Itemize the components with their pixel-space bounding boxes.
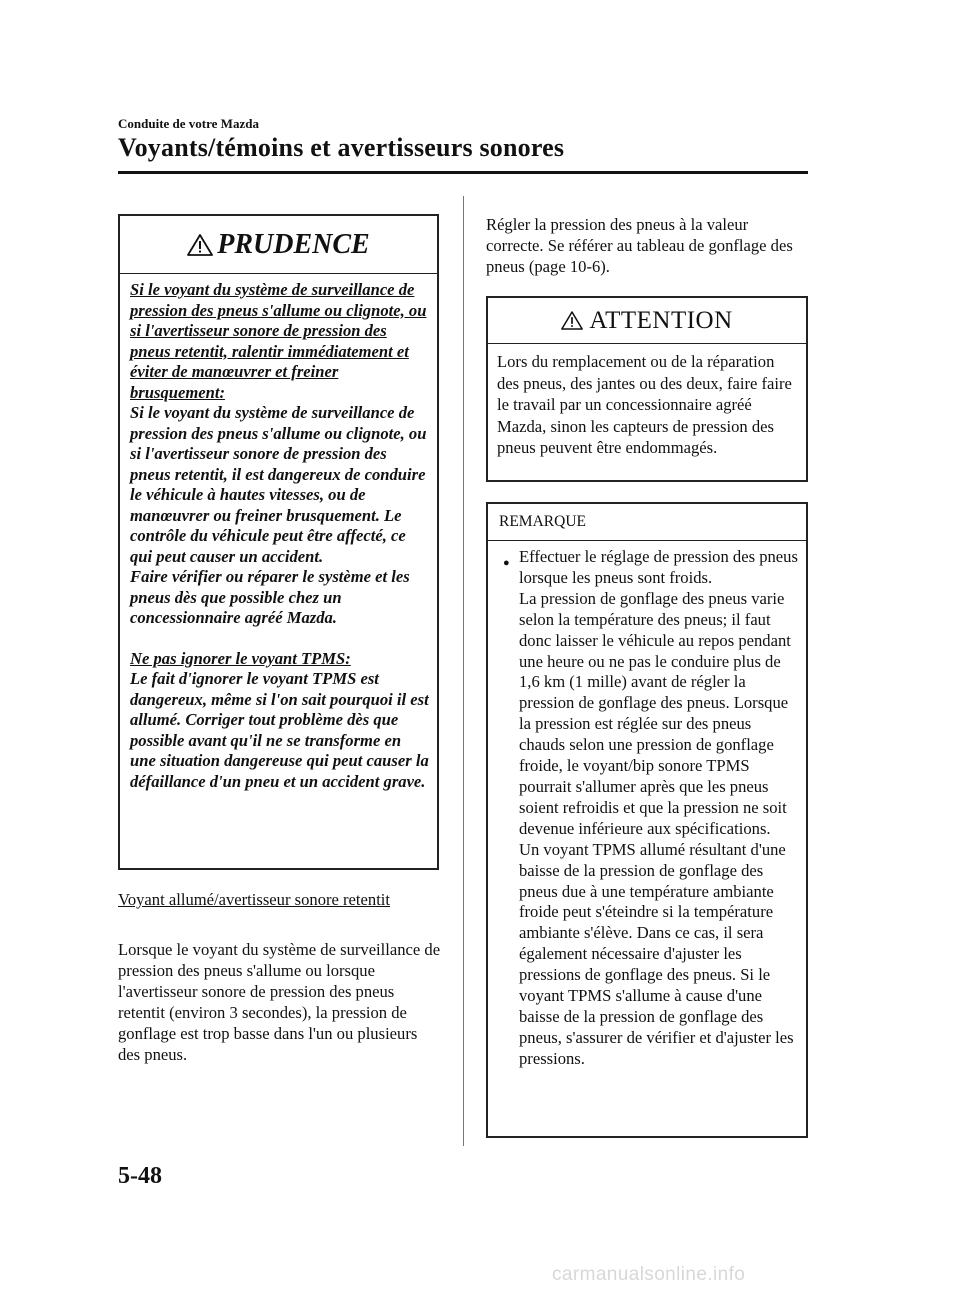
attention-box-header xyxy=(488,298,806,344)
watermark: carmanualsonline.info xyxy=(552,1264,746,1285)
caution-text-3: Le fait d'ignorer le voyant TPMS est dangereux, même si l'on sait pourquoi il est allumé. Corriger tout problème dès que possible avant qu'il ne se transforme en une situation dangereuse qui peut causer la défaillance d'un pneu et un accident grave. xyxy=(130,669,429,791)
header-rule xyxy=(118,171,808,174)
page-number: 5-48 xyxy=(118,1163,162,1189)
warning-triangle-icon xyxy=(187,233,213,257)
section-subheading: Voyant allumé/avertisseur sonore retentit xyxy=(118,890,391,909)
caution-title: PRUDENCE xyxy=(217,228,370,260)
warning-triangle-icon xyxy=(561,310,583,331)
note-body xyxy=(488,541,806,1070)
attention-body: Lors du remplacement ou de la réparation des pneus, des jantes ou des deux, faire faire le travail par un concessionnaire agréé Mazda, sinon les capteurs de pression des pneus peuvent être endommagés. xyxy=(497,352,792,457)
note-text-1: Effectuer le réglage de pression des pneus lorsque les pneus sont froids. xyxy=(519,547,798,587)
caution-text-2: Faire vérifier ou réparer le système et les pneus dès que possible chez un concessionnaire agréé Mazda. xyxy=(130,567,410,627)
attention-box xyxy=(486,296,808,482)
caution-heading-1: Si le voyant du système de surveillance de pression des pneus s'allume ou clignote, ou si l'avertisseur sonore de pression des pneus retentit, ralentir immédiatement et éviter de manœuvrer et freiner brusquement: xyxy=(130,280,427,402)
page-title: Voyants/témoins et avertisseurs sonores xyxy=(118,133,565,162)
caution-box xyxy=(118,214,439,870)
note-text-3: Un voyant TPMS allumé résultant d'une baisse de la pression de gonflage des pneus due à une température ambiante froide peut s'éteindre si la température ambiante s'élève. Dans ce cas, il sera également nécessaire d'ajuster les pressions de gonflage des pneus. Si le voyant TPMS s'allume à cause d'une baisse de la pression de gonflage des pneus, s'assurer de vérifier et d'ajuster les pressions. xyxy=(519,839,794,1068)
caution-box-header xyxy=(120,216,437,274)
caution-heading-2: Ne pas ignorer le voyant TPMS: xyxy=(130,648,351,668)
bullet-icon: ● xyxy=(503,557,510,569)
note-box xyxy=(486,502,808,1138)
caution-text-1: Si le voyant du système de surveillance de pression des pneus s'allume ou clignote, ou si l'avertisseur sonore de pression des pneus retentit, il est dangereux de conduire le véhicule à hautes vitesses, ou de manœuvrer ou freiner brusquement. Le contrôle du véhicule peut être affecté, ce qui peut causer un accident. xyxy=(130,403,427,566)
note-text-2: La pression de gonflage des pneus varie selon la température des pneus; il faut donc laisser le véhicule au repos pendant une heure ou ne pas le conduire plus de 1,6 km (1 mille) avant de régler la pression de gonflage des pneus. Lorsque la pression est réglée sur des pneus chauds selon une pression de gonflage froide, le voyant/bip sonore TPMS pourrait s'allumer après que les pneus soient refroidis et que la pression ne soit devenue inférieure aux spécifications. xyxy=(519,588,791,838)
caution-body xyxy=(120,274,437,792)
column-divider xyxy=(463,196,464,1146)
left-body-text: Lorsque le voyant du système de surveillance de pression des pneus s'allume ou lorsque l'avertisseur sonore de pression des pneus retentit (environ 3 secondes), la pression de gonflage est trop basse dans l'un ou plusieurs des pneus. xyxy=(118,940,441,1064)
note-title: REMARQUE xyxy=(488,504,806,541)
attention-title: ATTENTION xyxy=(589,306,733,334)
right-intro-text: Régler la pression des pneus à la valeur correcte. Se référer au tableau de gonflage des pneus (page 10-6). xyxy=(486,215,793,276)
section-label: Conduite de votre Mazda xyxy=(118,116,259,131)
